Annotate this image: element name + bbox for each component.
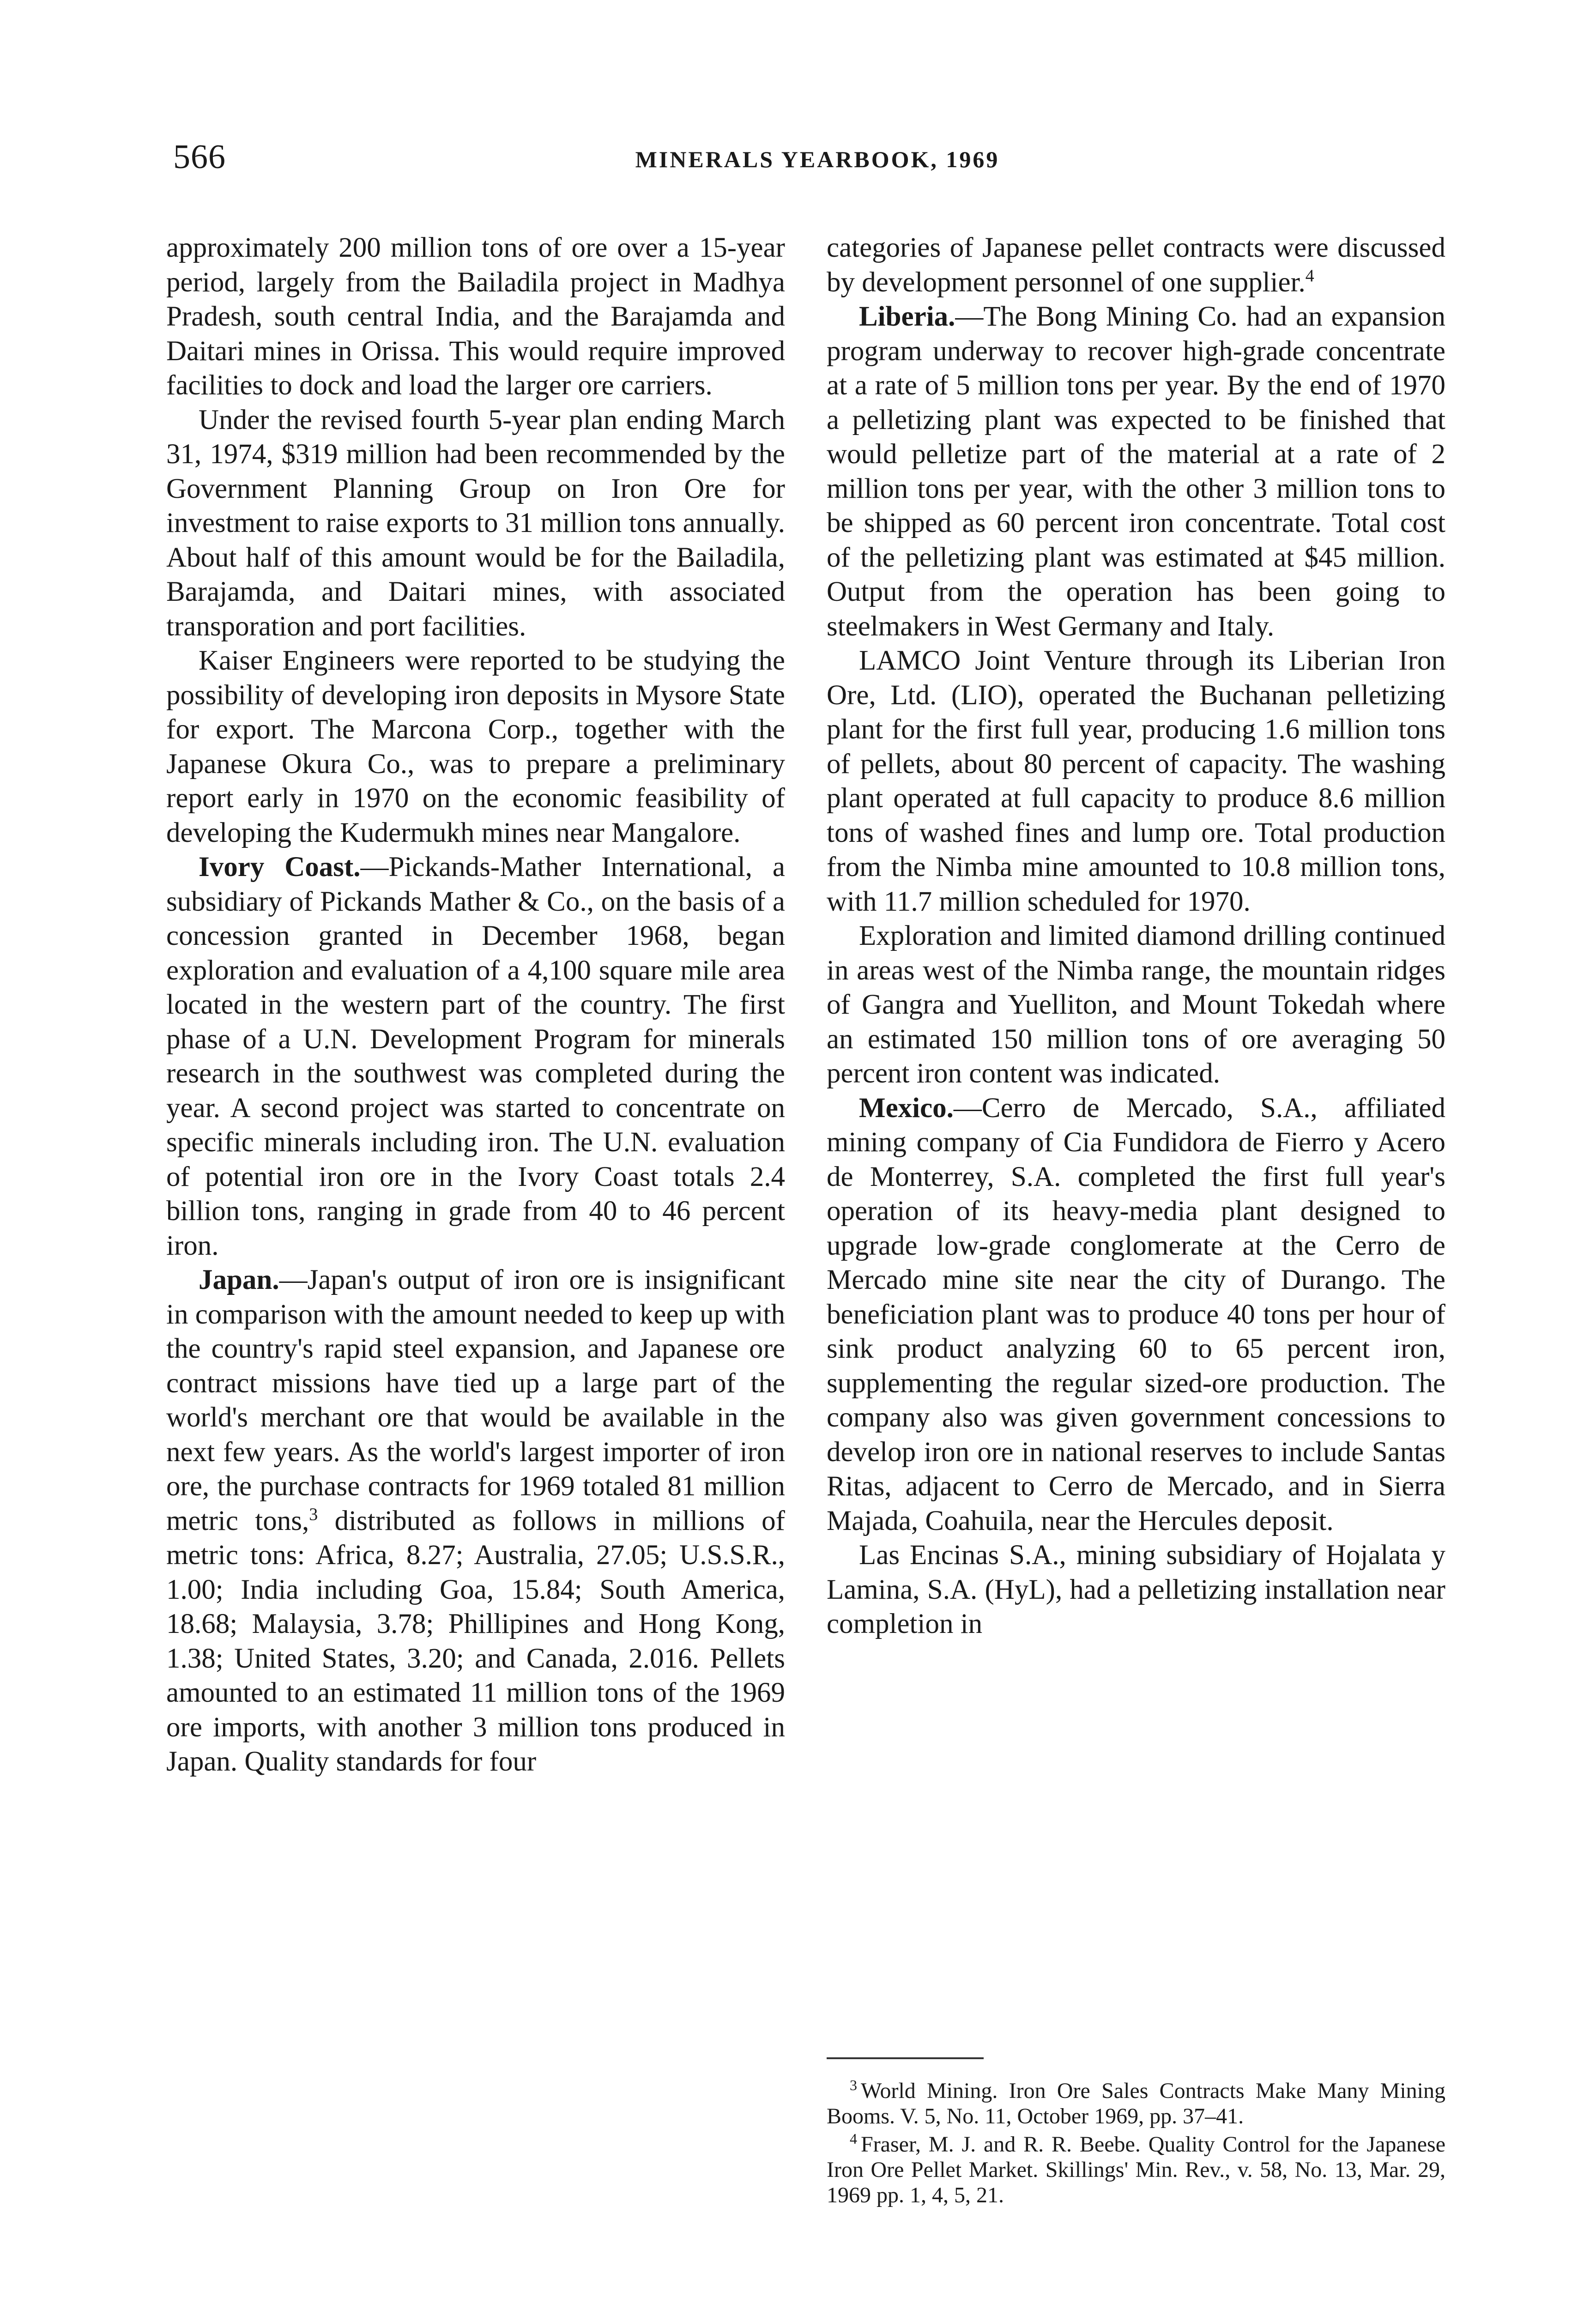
paragraph-text: distributed as follows in millions of metric tons: Africa, 8.27; Australia, 27.05; U.S.S.R., 1.00; India including Goa, 15.84; South America, 18.68; Malaysia, 3.78; Phillipines and Hong Kong, 1.38; United States, 3.20; and Canada, 2.016. Pellets amounted to an estimated 11 million tons of the 1969 ore imports, with another 3 million tons produced in Japan. Quality standards for four: [166, 1505, 785, 1777]
section-lead-japan: Japan.: [199, 1264, 279, 1295]
footnote-number: 3: [850, 2077, 857, 2093]
footnote: [827, 2078, 1445, 2129]
footnote-divider: [827, 2057, 984, 2059]
section-lead-mexico: Mexico.: [859, 1092, 954, 1124]
paragraph-text: —Pickands-Mather International, a subsidiary of Pickands Mather & Co., on the basis of a concession granted in December 1968, began exploration and evaluation of a 4,100 square mile area located in the western part of the country. The first phase of a U.N. Development Program for minerals research in the southwest was completed during the year. A second project was started to concentrate on specific minerals including iron. The U.N. evaluation of potential iron ore in the Ivory Coast totals 2.4 billion tons, ranging in grade from 40 to 46 percent iron.: [166, 852, 785, 1261]
right-column: [827, 231, 1445, 1642]
footnote-reference: 4: [1305, 266, 1314, 286]
paragraph-liberia: [827, 300, 1445, 644]
paragraph: LAMCO Joint Venture through its Liberian Iron Ore, Ltd. (LIO), operated the Buchanan pelletizing plant for the first full year, producing 1.6 million tons of pellets, about 80 percent of capacity. The washing plant operated at full capacity to produce 8.6 million tons of washed fines and lump ore. Total production from the Nimba mine amounted to 10.8 million tons, with 11.7 million scheduled for 1970.: [827, 645, 1445, 917]
paragraph-ivory-coast: [166, 850, 785, 1263]
left-column: [166, 231, 785, 1779]
footnotes: [827, 2078, 1445, 2211]
paragraph: [827, 231, 1445, 300]
page-number: 566: [173, 138, 226, 176]
paragraph-text: —The Bong Mining Co. had an expansion program underway to recover high-grade concentrate at a rate of 5 million tons per year. By the end of 1970 a pelletizing plant was expected to be finished that would pelletize part of the material at a rate of 2 million tons per year, with the other 3 million tons to be shipped as 60 percent iron concentrate. Total cost of the pelletizing plant was estimated at $45 million. Output from the operation has been going to steelmakers in West Germany and Italy.: [827, 301, 1445, 642]
paragraph: approximately 200 million tons of ore over a 15-year period, largely from the Bailadila project in Madhya Pradesh, south central India, and the Barajamda and Daitari mines in Orissa. This would require improved facilities to dock and load the larger ore carriers.: [166, 232, 785, 401]
paragraph: Under the revised fourth 5-year plan ending March 31, 1974, $319 million had been recommended by the Government Planning Group on Iron Ore for investment to raise exports to 31 million tons annually. About half of this amount would be for the Bailadila, Barajamda, and Daitari mines, with associated transporation and port facilities.: [166, 404, 785, 642]
footnote: [827, 2132, 1445, 2208]
paragraph-text: —Japan's output of iron ore is insignificant in comparison with the amount needed to keep up with the country's rapid steel expansion, and Japanese ore contract missions have tied up a large part of the world's merchant ore that would be available in the next few years. As the world's largest importer of iron ore, the purchase contracts for 1969 totaled 81 million metric tons,: [166, 1264, 786, 1536]
running-title: MINERALS YEARBOOK, 1969: [635, 146, 1000, 172]
footnote-text: Fraser, M. J. and R. R. Beebe. Quality Control for the Japanese Iron Ore Pellet Market. Skillings' Min. Rev., v. 58, No. 13, Mar. 29, 1969 pp. 1, 4, 5, 21.: [827, 2132, 1445, 2207]
footnote-reference: 3: [309, 1505, 318, 1524]
paragraph-mexico: [827, 1091, 1445, 1539]
footnote-text: World Mining. Iron Ore Sales Contracts Make Many Mining Booms. V. 5, No. 11, October 1969, pp. 37–41.: [827, 2079, 1445, 2128]
paragraph-japan: [166, 1263, 785, 1779]
paragraph: Las Encinas S.A., mining subsidiary of Hojalata y Lamina, S.A. (HyL), had a pelletizing installation near completion in: [827, 1540, 1445, 1639]
section-lead-ivory-coast: Ivory Coast.: [199, 852, 361, 882]
page-header: [173, 134, 1462, 185]
paragraph: Kaiser Engineers were reported to be studying the possibility of developing iron deposits in Mysore State for export. The Marcona Corp., together with the Japanese Okura Co., was to prepare a preliminary report early in 1970 on the economic feasibility of developing the Kudermukh mines near Mangalore.: [166, 645, 785, 848]
paragraph-text: categories of Japanese pellet contracts were discussed by development personnel of one supplier.: [827, 232, 1445, 298]
paragraph-text: —Cerro de Mercado, S.A., affiliated mining company of Cia Fundidora de Fierro y Acero de Monterrey, S.A. completed the first full year's operation of its heavy-media plant designed to upgrade low-grade conglomerate at the Cerro de Mercado mine site near the city of Durango. The beneficiation plant was to produce 40 tons per hour of sink product analyzing 60 to 65 percent iron, supplementing the regular sized-ore production. The company also was given government concessions to develop iron ore in national reserves to include Santas Ritas, adjacent to Cerro de Mercado, and in Sierra Majada, Coahuila, near the Hercules deposit.: [827, 1092, 1445, 1536]
footnote-number: 4: [850, 2130, 857, 2147]
section-lead-liberia: Liberia.: [859, 301, 955, 332]
paragraph: Exploration and limited diamond drilling continued in areas west of the Nimba range, the mountain ridges of Gangra and Yuelliton, and Mount Tokedah where an estimated 150 million tons of ore averaging 50 percent iron content was indicated.: [827, 920, 1445, 1089]
